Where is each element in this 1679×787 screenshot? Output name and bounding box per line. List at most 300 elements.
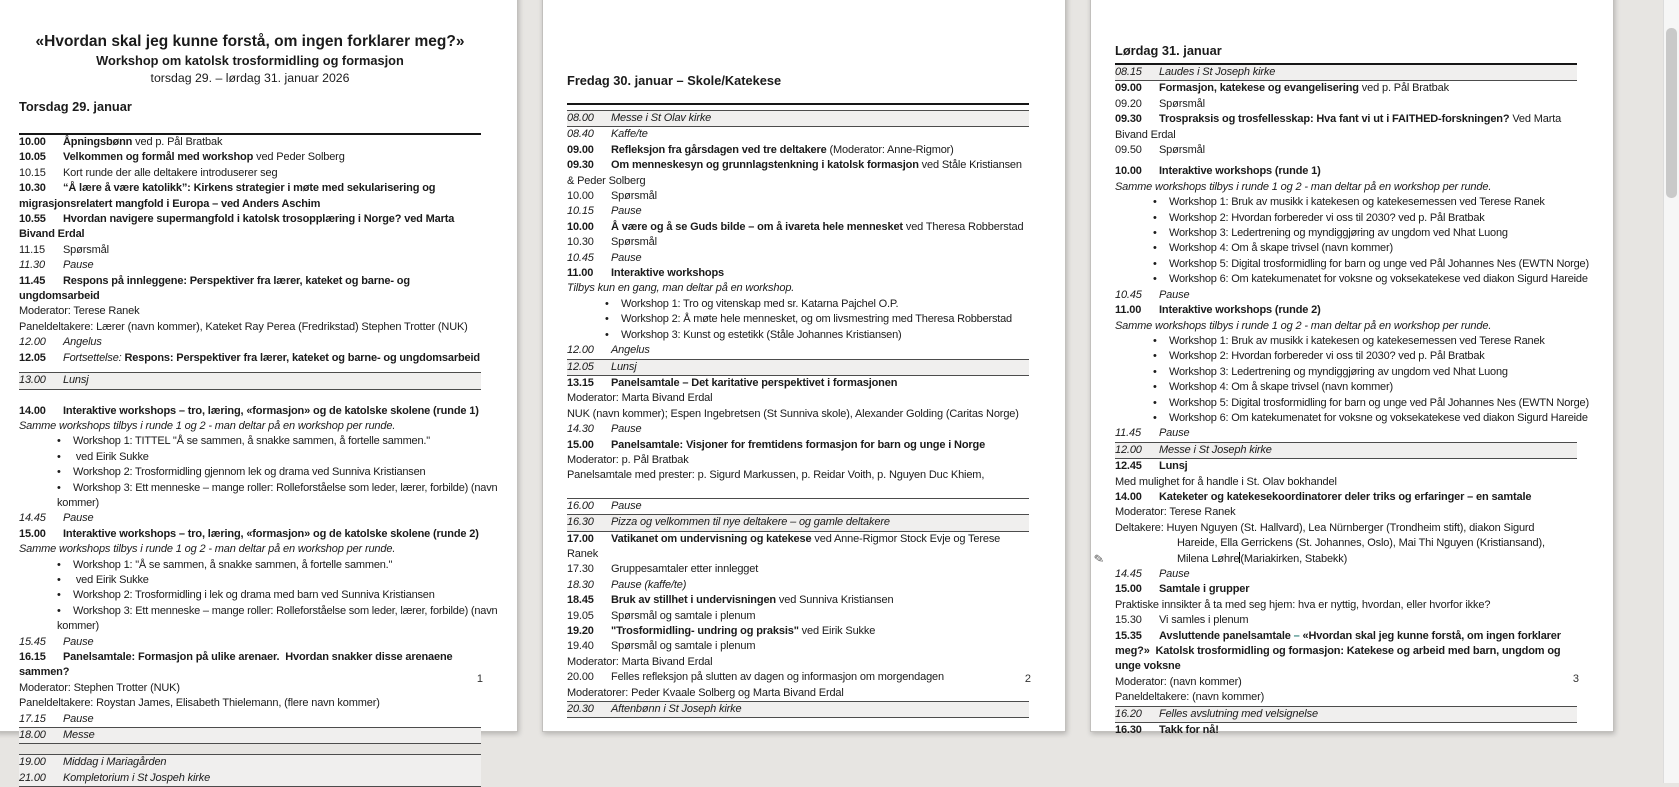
- text-segment: Workshop 3: Ett menneske – mange roller: Rolleforståelse som leder, lærer, forbilde) (navn kommer): [57, 604, 501, 633]
- text-segment: Workshop 3: Ledertrening og myndiggjøring av ungdom ved Nhat Luong: [1169, 227, 1508, 240]
- schedule-row: [567, 359, 1029, 376]
- schedule-row: [567, 593, 1029, 608]
- time-label: 19.05: [567, 609, 594, 622]
- text-segment: ved Ståle Kristiansen & Peder Solberg: [567, 159, 1025, 187]
- workshop-bullet-item: [1115, 334, 1607, 349]
- time-label: 09.20: [1115, 97, 1142, 110]
- text-segment: ved Peder Solberg: [256, 151, 345, 164]
- schedule-row: [1115, 723, 1577, 738]
- time-label: 16.20: [1115, 707, 1142, 720]
- time-label: 11.30: [19, 259, 45, 272]
- vertical-scrollbar[interactable]: [1663, 0, 1679, 783]
- track-change-pencil-icon[interactable]: ✎: [1092, 550, 1105, 567]
- time-label: 09.30: [567, 159, 594, 172]
- schedule-row: [19, 727, 481, 744]
- workshop-bullet-item: [1115, 380, 1607, 395]
- text-segment: Ved Marta Bivand Erdal: [1115, 113, 1565, 141]
- text-segment: Workshop 5: Digital trosformidling for barn og unge ved Pål Johannes Nes (EWTN Norge): [1169, 396, 1589, 409]
- schedule-row: [1115, 706, 1577, 723]
- text-segment: Pause: [63, 259, 94, 272]
- text-segment: Lunsj: [611, 360, 637, 373]
- workshop-bullet-item: [1115, 241, 1607, 256]
- schedule-note-line: [1115, 690, 1577, 705]
- schedule-row: [567, 220, 1029, 235]
- time-label: 12.05: [567, 360, 594, 373]
- workshop-bullet-item: [1115, 195, 1607, 210]
- text-segment: Moderator: Marta Bivand Erdal: [567, 392, 713, 405]
- text-segment: Milena Løhre: [1177, 552, 1240, 565]
- text-segment: Spørsmål og samtale i plenum: [611, 640, 756, 653]
- schedule-note-line: [19, 681, 481, 696]
- time-label: 13.00: [19, 374, 46, 387]
- page-number: 2: [1024, 672, 1031, 685]
- schedule-row: [19, 351, 481, 366]
- time-label: 10.00: [1115, 165, 1142, 178]
- text-segment: Middag i Mariagården: [63, 756, 167, 769]
- text-segment: Workshop 6: Om katekumenatet for voksne og voksekatekese ved diakon Sigurd Hareide: [1169, 411, 1588, 424]
- workshop-bullet-item: [567, 312, 1059, 327]
- text-segment: Workshop 6: Om katekumenatet for voksne og voksekatekese ved diakon Sigurd Hareide: [1169, 273, 1588, 286]
- text-segment: Velkommen og formål med workshop: [63, 151, 257, 164]
- text-segment: ved Sunniva Kristiansen: [778, 594, 894, 607]
- time-label: 09.30: [1115, 113, 1142, 126]
- text-segment: Panelsamtale: Visjoner for fremtidens formasjon for barn og unge i Norge: [611, 438, 986, 451]
- schedule-row: [567, 235, 1029, 250]
- schedule-row: [19, 404, 481, 419]
- page-number: 3: [1572, 672, 1579, 685]
- schedule-row: [1115, 303, 1577, 318]
- bullet-icon: •: [57, 589, 61, 602]
- text-segment: Felles refleksjon på slutten av dagen og informasjon om morgendagen: [611, 671, 944, 684]
- text-segment: Respons: Perspektiver fra lærer, kateket og barne- og ungdomsarbeid: [121, 351, 480, 364]
- time-label: 16.30: [1115, 724, 1142, 737]
- text-segment: Workshop 3: Ledertrening og myndiggjøring av ungdom ved Nhat Luong: [1169, 365, 1508, 378]
- text-segment: Fortsettelse:: [63, 351, 122, 364]
- time-label: 10.00: [567, 190, 594, 203]
- schedule-row: [567, 266, 1029, 281]
- text-segment: Pause: [1159, 427, 1190, 440]
- schedule-row: [1115, 490, 1577, 505]
- text-segment: ved Eirik Sukke: [73, 573, 149, 586]
- text-segment: Spørsmål: [1159, 144, 1205, 157]
- time-label: 10.45: [1115, 288, 1142, 301]
- scrollbar-thumb[interactable]: [1666, 28, 1677, 198]
- bullet-icon: •: [57, 450, 61, 463]
- time-label: 12.00: [567, 344, 594, 357]
- workshop-bullet-item: [1115, 411, 1607, 426]
- bullet-icon: •: [1153, 365, 1157, 378]
- schedule-row: [567, 251, 1029, 266]
- workshop-bullet-item: [1115, 272, 1607, 287]
- bullet-icon: •: [605, 328, 609, 341]
- schedule-row: [19, 754, 481, 770]
- time-label: 11.15: [19, 243, 45, 256]
- time-label: 14.30: [567, 423, 594, 436]
- text-segment: Aftenbønn i St Joseph kirke: [611, 703, 742, 716]
- time-label: 10.00: [567, 220, 594, 233]
- text-segment: Å være og å se Guds bilde – om å ivareta hele mennesket: [611, 220, 906, 233]
- schedule-row: [567, 498, 1029, 514]
- schedule-note-line: [1115, 536, 1577, 551]
- schedule-row: [1115, 164, 1577, 179]
- schedule-note-line: [567, 686, 1029, 701]
- workshop-bullet-item: [19, 588, 511, 603]
- time-label: 15.35: [1115, 629, 1142, 642]
- text-segment: Moderator: Marta Bivand Erdal: [567, 655, 713, 668]
- schedule-note-line: [19, 320, 481, 335]
- time-label: 16.00: [567, 499, 594, 512]
- workshop-bullet-item: [567, 297, 1059, 312]
- time-label: 10.30: [19, 182, 46, 195]
- workshop-bullet-item: [1115, 396, 1607, 411]
- text-segment: Angelus: [611, 344, 650, 357]
- text-segment: (Moderator: Anne-Rigmor): [829, 143, 954, 156]
- time-label: 10.05: [19, 151, 46, 164]
- time-label: 11.45: [1115, 427, 1141, 440]
- text-segment: Pause: [63, 512, 94, 525]
- bullet-icon: •: [57, 435, 61, 448]
- time-label: 12.45: [1115, 460, 1142, 473]
- schedule-row: [1115, 81, 1577, 96]
- time-label: 17.30: [567, 563, 594, 576]
- time-label: 15.00: [567, 438, 594, 451]
- text-segment: Panelsamtale – Det karitative perspektivet i formasjonen: [611, 376, 898, 389]
- workshop-bullet-item: [19, 558, 511, 573]
- text-segment: Spørsmål: [611, 190, 657, 203]
- page-1[interactable]: [0, 0, 518, 784]
- bullet-icon: •: [1153, 334, 1157, 347]
- text-segment: NUK (navn kommer); Espen Ingebretsen (St Sunniva skole), Alexander Golding (Caritas Norge): [567, 407, 1019, 420]
- page-2[interactable]: [542, 0, 1066, 732]
- spacer: [19, 115, 481, 133]
- schedule-row: [19, 274, 481, 305]
- text-segment: Moderator: Terese Ranek: [1115, 506, 1236, 519]
- text-segment: Samme workshops tilbys i runde 1 og 2 - man deltar på en workshop per runde.: [1115, 319, 1492, 332]
- time-label: 12.00: [1115, 443, 1142, 456]
- text-segment: Panelsamtale: Formasjon på ulike arenaer. Hvordan snakker disse arenaene sammen?: [19, 651, 456, 679]
- text-segment: Pause: [63, 712, 94, 725]
- time-label: 12.00: [19, 336, 46, 349]
- text-segment: Med mulighet for å handle i St. Olav bokhandel: [1115, 475, 1337, 488]
- text-segment: Pause (kaffe/te): [611, 578, 687, 591]
- schedule-note-line: [1115, 475, 1577, 490]
- text-segment: Workshop 2: Å møte hele mennesket, og om livsmestring med Theresa Robberstad: [621, 313, 1012, 326]
- schedule-row: [1115, 582, 1577, 597]
- time-label: 09.00: [567, 143, 594, 156]
- text-segment: Workshop 2: Trosformidling i lek og drama med barn ved Sunniva Kristiansen: [73, 589, 435, 602]
- schedule-row: [19, 511, 481, 526]
- schedule-row: [1115, 567, 1577, 582]
- workshop-bullet-item: [1115, 365, 1607, 380]
- text-segment: Moderatorer: Peder Kvaale Solberg og Marta Bivand Erdal: [567, 686, 844, 699]
- schedule-note-line: [19, 542, 481, 557]
- schedule-row: [19, 527, 481, 542]
- time-label: 08.15: [1115, 66, 1142, 78]
- schedule-row: [567, 143, 1029, 158]
- text-segment: Interaktive workshops – tro, læring, «formasjon» og de katolske skolene (runde 1): [63, 404, 479, 417]
- schedule-row: [1115, 629, 1577, 675]
- schedule-row: [567, 639, 1029, 654]
- schedule-row: [19, 166, 481, 181]
- text-segment: Workshop 3: Ett menneske – mange roller: Rolleforståelse som leder, lærer, forbilde) (navn kommer): [57, 481, 501, 509]
- text-segment: Pizza og velkommen til nye deltakere – og gamle deltakere: [611, 516, 890, 529]
- schedule-row: [567, 670, 1029, 685]
- day-heading: Fredag 30. januar – Skole/Katekese: [567, 73, 782, 88]
- document-subtitle: Workshop om katolsk trosformidling og formasjon: [96, 53, 404, 68]
- text-segment: Pause: [611, 251, 642, 264]
- text-segment: Workshop 1: Bruk av musikk i katekesen og katekesemessen ved Terese Ranek: [1169, 196, 1545, 209]
- schedule-row: [567, 514, 1029, 531]
- schedule-note-line: [1092, 550, 1577, 567]
- text-segment: Takk for nå!: [1159, 724, 1219, 737]
- text-segment: Praktiske innsikter å ta med seg hjem: hva er nyttig, hvordan, eller hvorfor ikke?: [1115, 598, 1491, 611]
- text-segment: «Hvordan skal jeg kunne forstå, om ingen forklarer meg?» Katolsk trosformidling og formasjon: Katekese og arbeid med barn, ungdom og unge voksne: [1115, 629, 1564, 673]
- text-segment: Samme workshops tilbys i runde 1 og 2 - man deltar på en workshop per runde.: [1115, 180, 1492, 193]
- schedule-row: [19, 650, 481, 681]
- text-segment: Bruk av stillhet i undervisningen: [611, 594, 779, 607]
- text-segment: Kort runde der alle deltakere introduserer seg: [63, 166, 278, 179]
- time-label: 19.20: [567, 625, 594, 637]
- text-segment: Om menneskesyn og grunnlagstenkning i katolsk formasjon: [611, 159, 922, 172]
- schedule-note-line: [19, 304, 481, 319]
- text-segment: Pause: [611, 499, 642, 512]
- schedule-row: [19, 771, 481, 787]
- spacer: [567, 31, 1029, 61]
- text-segment: Laudes i St Joseph kirke: [1159, 66, 1276, 78]
- text-segment: Moderator: Stephen Trotter (NUK): [19, 681, 180, 694]
- text-segment: Hvordan navigere supermangfold i katolsk trosopplæring i Norge? ved Marta Bivand Erdal: [19, 213, 458, 241]
- schedule-row: [19, 712, 481, 727]
- time-label: 18.30: [567, 578, 594, 591]
- time-label: 14.00: [1115, 490, 1142, 503]
- text-segment: Messe: [63, 729, 95, 742]
- text-segment: Messe i St Olav kirke: [611, 112, 712, 124]
- text-segment: Kaffe/te: [611, 128, 648, 141]
- schedule-row: [567, 343, 1029, 358]
- text-segment: ved p. Pål Bratbak: [135, 136, 223, 148]
- bullet-icon: •: [57, 573, 61, 586]
- bullet-icon: •: [605, 313, 609, 326]
- time-label: 11.45: [19, 274, 46, 287]
- time-label: 09.00: [1115, 82, 1142, 95]
- schedule-note-line: [1115, 180, 1577, 195]
- schedule-row: [567, 532, 1029, 563]
- text-segment: Pause: [611, 205, 642, 218]
- schedule-row: [19, 258, 481, 273]
- text-segment: Pause: [1159, 568, 1190, 580]
- schedule-note-line: [567, 453, 1029, 468]
- text-segment: Åpningsbønn: [63, 136, 136, 148]
- time-label: 09.50: [1115, 144, 1142, 157]
- workshop-bullet-item: [1115, 349, 1607, 364]
- schedule-row: [1115, 143, 1577, 158]
- text-segment: Moderator: p. Pål Bratbak: [567, 453, 689, 466]
- schedule-row: [567, 127, 1029, 142]
- text-segment: Workshop 1: Tro og vitenskap med sr. Katarna Pajchel O.P.: [621, 297, 899, 310]
- schedule-row: [567, 376, 1029, 391]
- schedule-note-line: [1115, 598, 1577, 613]
- text-segment: Avsluttende panelsamtale: [1159, 629, 1294, 642]
- text-segment: "Trosformidling- undring og praksis": [611, 625, 802, 637]
- schedule-row: [1115, 97, 1577, 112]
- schedule-row: [567, 701, 1029, 718]
- text-segment: ved Eirik Sukke: [801, 625, 876, 637]
- day-heading: Torsdag 29. januar: [19, 99, 132, 114]
- text-segment: Paneldeltakere: Roystan James, Elisabeth Thielemann, (flere navn kommer): [19, 697, 380, 710]
- time-label: 20.00: [567, 671, 594, 684]
- time-label: 21.00: [19, 771, 46, 784]
- text-segment: Vi samles i plenum: [1159, 614, 1249, 627]
- text-segment: Paneldeltakere: (navn kommer): [1115, 691, 1265, 704]
- text-segment: Workshop 1: Bruk av musikk i katekesen og katekesemessen ved Terese Ranek: [1169, 334, 1545, 347]
- text-segment: Spørsmål: [63, 243, 109, 256]
- text-segment: Moderator: Terese Ranek: [19, 305, 140, 318]
- text-segment: Pause: [611, 423, 642, 436]
- bullet-icon: •: [1153, 273, 1157, 286]
- schedule-note-line: [567, 655, 1029, 670]
- time-label: 19.00: [19, 756, 46, 769]
- document-title: «Hvordan skal jeg kunne forstå, om ingen forklarer meg?»: [35, 33, 465, 50]
- bullet-icon: •: [1153, 411, 1157, 424]
- text-segment: ved p. Pål Bratbak: [1361, 82, 1449, 95]
- time-label: 10.45: [567, 251, 594, 264]
- bullet-icon: •: [57, 604, 61, 617]
- text-segment: Respons på innleggene: Perspektiver fra lærer, kateket og barne- og ungdomsarbeid: [19, 274, 413, 303]
- text-segment: Formasjon, katekese og evangelisering: [1159, 82, 1362, 95]
- schedule-row: [1115, 459, 1577, 474]
- workshop-bullet-item: [567, 328, 1059, 343]
- schedule-row: [19, 635, 481, 650]
- bullet-icon: •: [57, 481, 61, 494]
- time-label: 15.45: [19, 635, 46, 648]
- text-segment: Kompletorium i St Jospeh kirke: [63, 771, 211, 784]
- workshop-bullet-item: [19, 465, 511, 480]
- workshop-bullet-item: [1115, 226, 1607, 241]
- text-segment: Workshop 2: Hvordan forbereder vi oss til 2030? ved p. Pål Bratbak: [1169, 350, 1485, 363]
- text-segment: Panelsamtale med prester: p. Sigurd Markussen, p. Reidar Voith, p. Nguyen Duc Khiem,: [567, 469, 985, 482]
- bullet-icon: •: [1153, 242, 1157, 255]
- workshop-bullet-item: [1115, 211, 1607, 226]
- text-segment: Workshop 4: Om å skape trivsel (navn kommer): [1169, 381, 1393, 394]
- spacer: [19, 744, 481, 754]
- workshop-bullet-item: [19, 481, 511, 512]
- time-label: 19.40: [567, 640, 594, 653]
- bullet-icon: •: [57, 466, 61, 479]
- text-segment: Kateketer og katekesekoordinatorer deler triks og erfaringer – en samtale: [1159, 490, 1532, 503]
- time-label: 08.40: [567, 128, 594, 141]
- workshop-bullet-item: [19, 434, 511, 449]
- schedule-note-line: [19, 696, 481, 711]
- time-label: 15.00: [19, 527, 46, 540]
- text-segment: Felles avslutning med velsignelse: [1159, 707, 1318, 720]
- schedule-row: [19, 243, 481, 258]
- schedule-row: [1115, 65, 1577, 81]
- time-label: 10.15: [19, 166, 46, 179]
- page-3[interactable]: [1090, 0, 1614, 737]
- schedule-row: [19, 181, 481, 212]
- text-segment: Samme workshops tilbys i runde 1 og 2 - man deltar på en workshop per runde.: [19, 543, 396, 556]
- spacer: [567, 484, 1029, 498]
- schedule-row: [567, 204, 1029, 219]
- text-segment: Workshop 2: Trosformidling gjennom lek og drama ved Sunniva Kristiansen: [73, 466, 426, 479]
- time-label: 15.30: [1115, 614, 1142, 627]
- bullet-icon: •: [1153, 211, 1157, 224]
- time-label: 10.55: [19, 213, 46, 226]
- time-label: 14.45: [19, 512, 46, 525]
- text-segment: Workshop 4: Om å skape trivsel (navn kommer): [1169, 242, 1393, 255]
- text-segment: Lunsj: [63, 374, 89, 387]
- bullet-icon: •: [1153, 396, 1157, 409]
- text-segment: Spørsmål: [611, 236, 657, 249]
- schedule-row: [19, 150, 481, 165]
- text-segment: Pause: [63, 635, 94, 648]
- schedule-row: [567, 438, 1029, 453]
- text-segment: Tilbys kun en gang, man deltar på en workshop.: [567, 282, 795, 295]
- schedule-row: [567, 562, 1029, 577]
- schedule-note-line: [1115, 319, 1577, 334]
- time-label: 14.45: [1115, 568, 1142, 580]
- day-heading: Lørdag 31. januar: [1115, 43, 1222, 58]
- time-label: 17.00: [567, 532, 594, 545]
- text-segment: Interaktive workshops (runde 2): [1159, 304, 1321, 317]
- text-segment: Interaktive workshops: [611, 267, 725, 280]
- schedule-note-line: [1115, 505, 1577, 520]
- text-segment: Hareide, Ella Gerrickens (St. Johannes, Oslo), Mai Thi Nguyen (Kristiansand),: [1177, 537, 1545, 550]
- text-segment: Workshop 1: TITTEL "Å se sammen, å snakke sammen, å fortelle sammen.": [73, 435, 430, 448]
- text-segment: ved Anne-Rigmor Stock Evje og Terese Ranek: [567, 532, 1004, 560]
- text-segment: Deltakere: Huyen Nguyen (St. Hallvard), Lea Nürnberger (Trondheim stift), diakon Sigurd: [1115, 521, 1535, 534]
- time-label: 13.15: [567, 376, 594, 389]
- text-segment: Gruppesamtaler etter innlegget: [611, 563, 759, 576]
- workshop-bullet-item: [1115, 257, 1607, 272]
- time-label: 16.15: [19, 651, 46, 663]
- bullet-icon: •: [1153, 350, 1157, 363]
- text-segment: ved Theresa Robberstad: [905, 220, 1024, 233]
- time-label: 18.00: [19, 729, 46, 742]
- spacer: [567, 89, 1029, 103]
- schedule-row: [19, 372, 481, 389]
- time-label: 08.00: [567, 112, 594, 124]
- schedule-row: [567, 624, 1029, 639]
- text-segment: Interaktive workshops (runde 1): [1159, 165, 1321, 178]
- schedule-row: [1115, 426, 1577, 441]
- text-segment: Lunsj: [1159, 460, 1188, 473]
- schedule-row: [19, 212, 481, 243]
- schedule-row: [19, 135, 481, 150]
- text-segment: Angelus: [63, 336, 102, 349]
- text-segment: Interaktive workshops – tro, læring, «formasjon» og de katolske skolene (runde 2): [63, 527, 479, 540]
- schedule-row: [567, 158, 1029, 189]
- schedule-note-line: [19, 419, 481, 434]
- text-segment: Samme workshops tilbys i runde 1 og 2 - man deltar på en workshop per runde.: [19, 419, 396, 432]
- schedule-row: [1115, 613, 1577, 628]
- text-segment: Messe i St Joseph kirke: [1159, 443, 1272, 456]
- time-label: 20.30: [567, 703, 594, 716]
- schedule-note-line: [1115, 675, 1577, 690]
- document-dates: torsdag 29. – lørdag 31. januar 2026: [150, 71, 350, 85]
- schedule-note-line: [1115, 521, 1577, 536]
- schedule-note-line: [567, 281, 1029, 296]
- schedule-note-line: [567, 468, 1029, 483]
- text-segment: Workshop 5: Digital trosformidling for barn og unge ved Pål Johannes Nes (EWTN Norge): [1169, 257, 1589, 270]
- time-label: 15.00: [1115, 583, 1142, 596]
- schedule-row: [567, 578, 1029, 593]
- text-segment: Samtale i grupper: [1159, 583, 1250, 596]
- schedule-row: [1115, 442, 1577, 459]
- bullet-icon: •: [1153, 257, 1157, 270]
- time-label: 11.00: [567, 267, 594, 280]
- schedule-row: [567, 189, 1029, 204]
